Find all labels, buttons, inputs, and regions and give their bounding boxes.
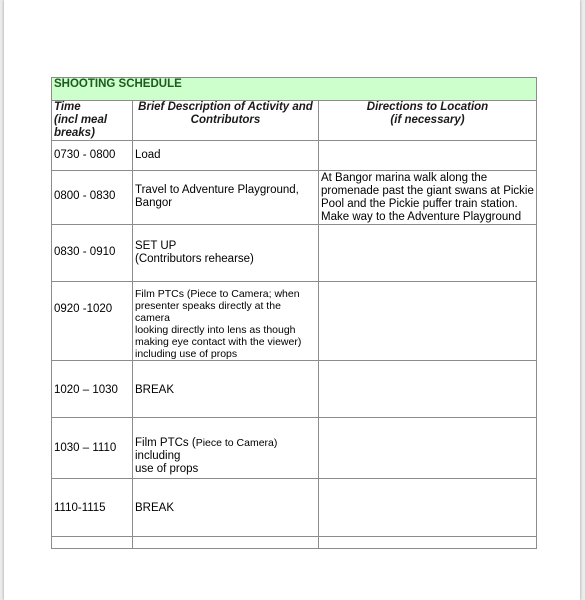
activity-cell: Travel to Adventure Playground, Bangor xyxy=(133,171,319,225)
title-row xyxy=(52,78,537,101)
directions-cell xyxy=(319,418,537,479)
table-row xyxy=(52,141,537,171)
activity-cell: Film PTCs (Piece to Camera) including use of props xyxy=(133,418,319,479)
header-directions: Directions to Location (if necessary) xyxy=(319,101,537,141)
header-row xyxy=(52,101,537,141)
activity-cell xyxy=(133,537,319,549)
header-activity: Brief Description of Activity and Contributors xyxy=(133,101,319,141)
header-time: Time (incl meal breaks) xyxy=(52,101,133,141)
table-row xyxy=(52,361,537,418)
table-row xyxy=(52,282,537,361)
directions-cell xyxy=(319,537,537,549)
time-cell: 0920 -1020 xyxy=(52,282,133,361)
activity-cell: BREAK xyxy=(133,479,319,537)
activity-cell: Load xyxy=(133,141,319,171)
time-cell: 0730 - 0800 xyxy=(52,141,133,171)
activity-cell: SET UP (Contributors rehearse) xyxy=(133,225,319,282)
time-cell: 1020 – 1030 xyxy=(52,361,133,418)
activity-cell: BREAK xyxy=(133,361,319,418)
time-cell: 0800 - 0830 xyxy=(52,171,133,225)
document-page xyxy=(4,0,580,600)
time-cell: 1110-1115 xyxy=(52,479,133,537)
time-cell: 0830 - 0910 xyxy=(52,225,133,282)
directions-cell xyxy=(319,282,537,361)
table-row xyxy=(52,225,537,282)
shooting-schedule-table xyxy=(51,77,537,549)
table-row xyxy=(52,537,537,549)
directions-cell xyxy=(319,479,537,537)
activity-cell: Film PTCs (Piece to Camera; when presenter speaks directly at the camera looking directly into lens as though making eye contact with the viewer) including use of props xyxy=(133,282,319,361)
directions-cell xyxy=(319,361,537,418)
table-row xyxy=(52,479,537,537)
table-row xyxy=(52,418,537,479)
time-cell: 1030 – 1110 xyxy=(52,418,133,479)
directions-cell xyxy=(319,141,537,171)
time-cell xyxy=(52,537,133,549)
directions-cell xyxy=(319,225,537,282)
schedule-title: SHOOTING SCHEDULE xyxy=(52,78,537,101)
table-row xyxy=(52,171,537,225)
directions-cell: At Bangor marina walk along the promenade past the giant swans at Pickie Pool and the Pickie puffer train station. Make way to the Adventure Playground xyxy=(319,171,537,225)
